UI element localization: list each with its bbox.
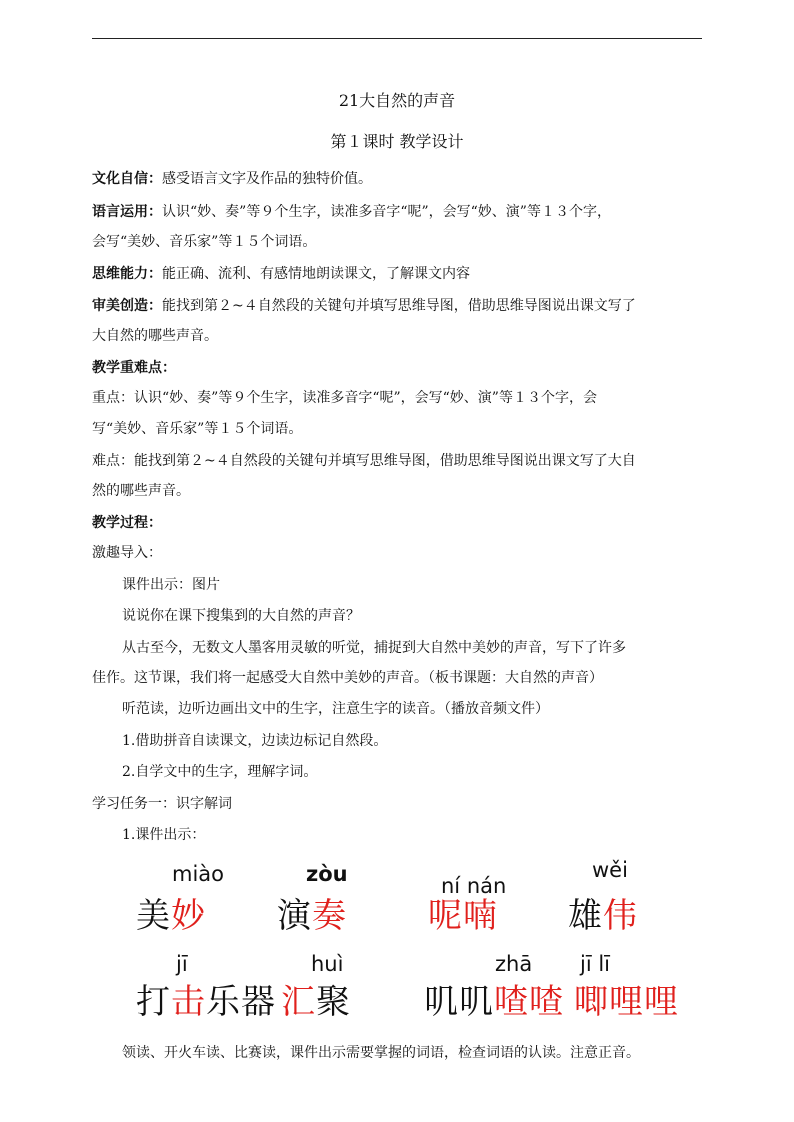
lesson-subtitle: 第１课时 教学设计 [330,132,464,151]
word-xiongwei: 雄伟 [568,896,638,936]
process-p7: 1.课件出示： [122,827,206,843]
word-jilili: 唧哩哩 [574,982,679,1022]
goal-culture: 文化自信：感受语言文字及作品的独特价值。 [92,171,372,187]
process-p2: 说说你在课下搜集到的大自然的声音？ [122,608,360,624]
pinyin-ninan: ní nán [441,874,507,898]
pinyin-ji: jī [176,952,188,976]
pinyin-hui: huì [311,952,344,976]
goal-thinking: 思维能力：能正确、流利、有感情地朗读课文，了解课文内容 [92,266,470,282]
pinyin-miao: miào [172,862,225,886]
process-intro: 激趣导入： [92,545,162,561]
process-p6: 2.自学文中的生字，理解字词。 [122,764,318,780]
focus-difficult: 难点：能找到第２~４自然段的关键句并填写思维导图，借助思维导图说出课文写了大自 [92,453,636,469]
pinyin-zha: zhā [495,952,533,976]
task-one: 学习任务一：识字解词 [92,796,232,812]
lesson-title: 21大自然的声音 [338,91,456,110]
process-p1: 课件出示：图片 [122,577,220,593]
process-p3b: 佳作。这节课，我们将一起感受大自然中美妙的声音。（板书课题：大自然的声音） [92,670,603,686]
process-p4: 听范读，边听边画出文中的生字，注意生字的读音。（播放音频文件） [122,701,549,717]
focus-difficult-cont: 然的哪些声音。 [92,483,190,499]
header-rule [92,38,702,39]
word-meimiao: 美妙 [136,896,206,936]
goal-language: 语言运用：认识“妙、奏”等９个生字，读准多音字“呢”，会写“妙、演”等１３个字， [92,204,611,220]
pinyin-zou: zòu [306,862,348,886]
focus-heading: 教学重难点： [92,360,176,376]
word-huiju: 汇聚 [281,982,351,1022]
process-p5: 1.借助拼音自读课文，边读边标记自然段。 [122,733,388,749]
word-ninan: 呢喃 [428,896,498,936]
goal-language-cont: 会写“美妙、音乐家”等１５个词语。 [92,234,317,250]
process-p3a: 从古至今，无数文人墨客用灵敏的听觉，捕捉到大自然中美妙的声音，写下了许多 [122,640,626,656]
closing-note: 领读、开火车读、比赛读，课件出示需要掌握的词语，检查词语的认读。注意正音。 [122,1045,640,1061]
goal-aesthetic-cont: 大自然的哪些声音。 [92,328,218,344]
process-heading: 教学过程： [92,515,162,531]
word-yanzou: 演奏 [277,896,347,936]
focus-key: 重点：认识“妙、奏”等９个生字，读准多音字“呢”，会写“妙、演”等１３个字，会 [92,390,597,406]
focus-key-cont: 写“美妙、音乐家”等１５个词语。 [92,421,303,437]
pinyin-jili: jī lī [580,952,611,976]
word-jiji-zhazha: 叽叽喳喳 [424,982,564,1022]
pinyin-wei: wěi [592,858,628,882]
goal-aesthetic: 审美创造：能找到第２~４自然段的关键句并填写思维导图，借助思维导图说出课文写了 [92,298,636,314]
word-daji-yueqi: 打击乐器 [136,982,276,1022]
